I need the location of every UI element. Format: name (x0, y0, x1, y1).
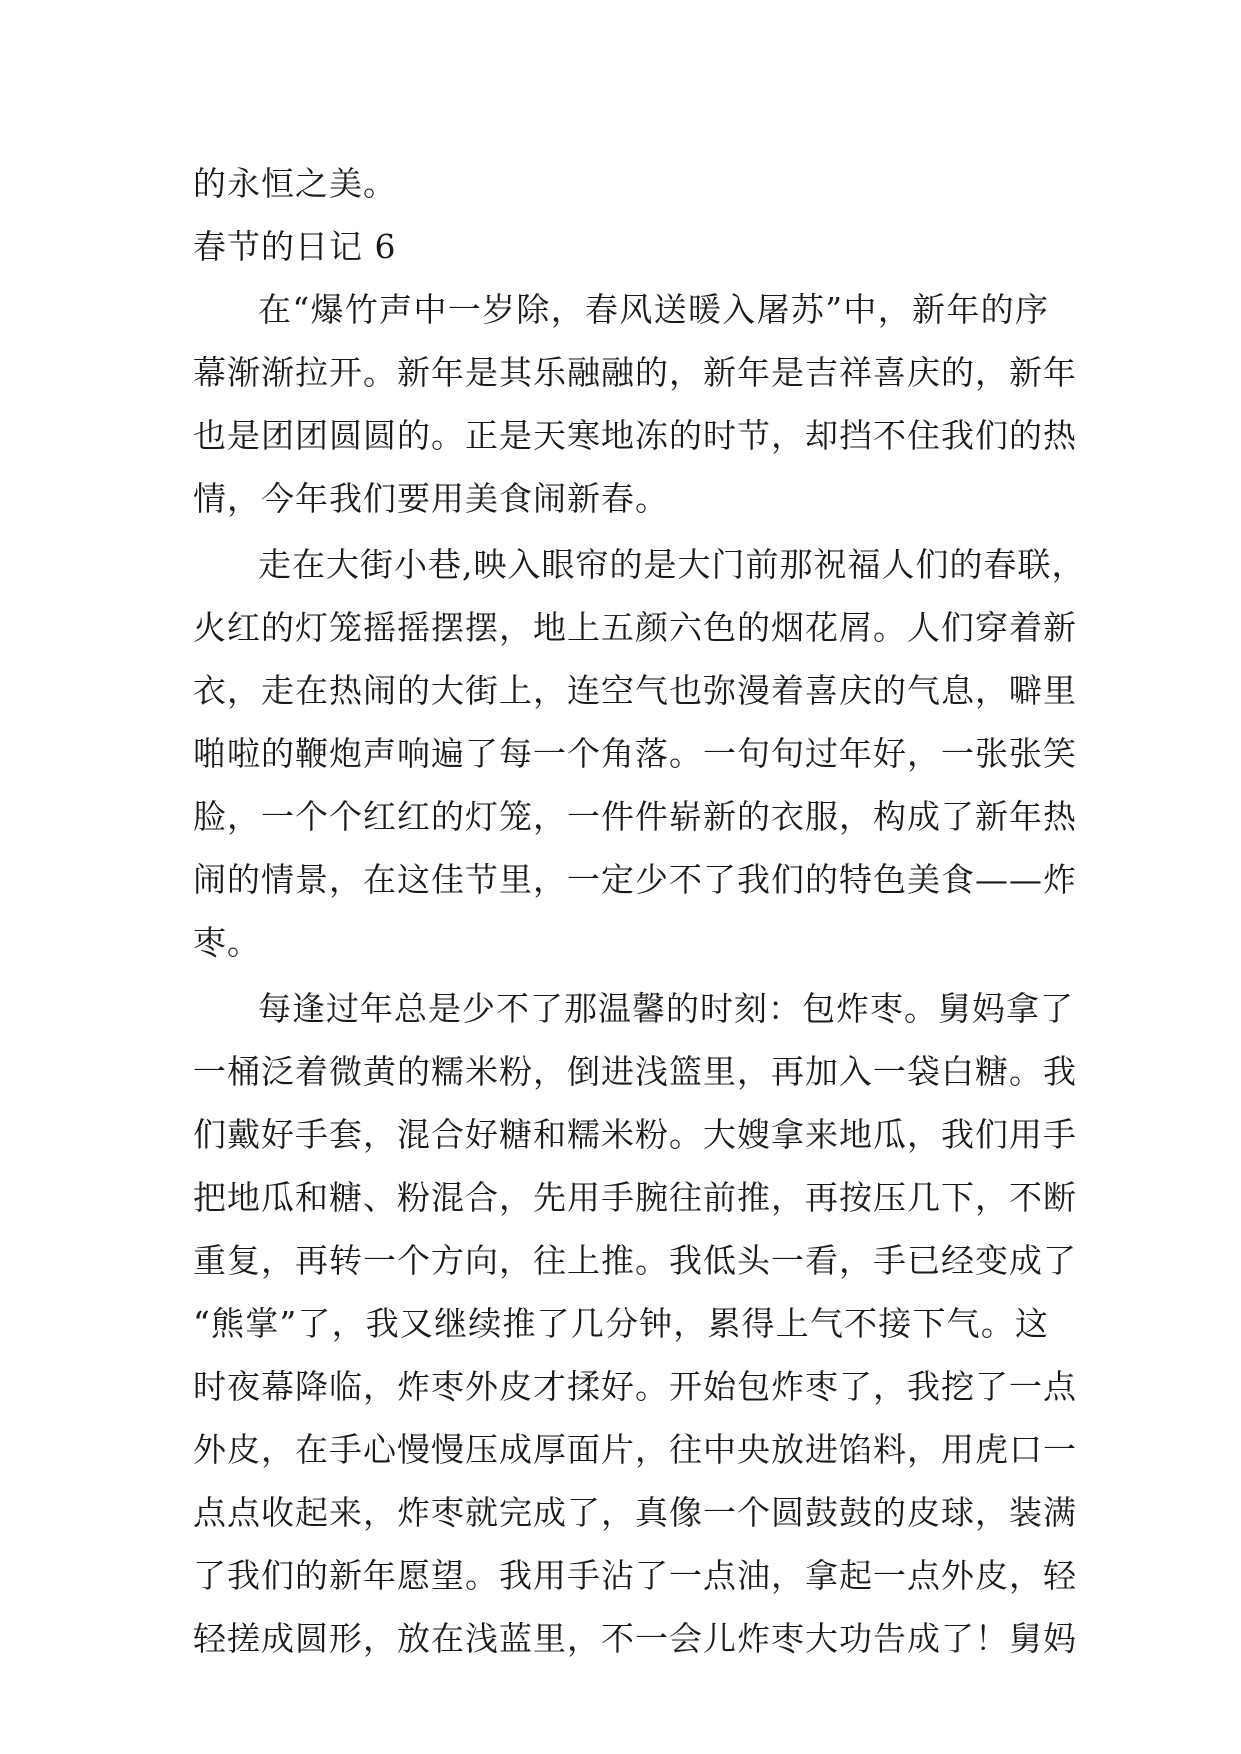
paragraph-3-line-6: “熊掌”了，我又继续推了几分钟，累得上气不接下气。这 (193, 1304, 1049, 1343)
paragraph-3-line-5: 重复，再转一个方向，往上推。我低头一看，手已经变成了 (193, 1241, 1077, 1280)
paragraph-3-line-9: 点点收起来，炸枣就完成了，真像一个圆鼓鼓的皮球，装满 (193, 1493, 1077, 1532)
paragraph-2-line-3: 衣，走在热闹的大街上，连空气也弥漫着喜庆的气息，噼里 (193, 671, 1077, 710)
paragraph-3-line-2: 一桶泛着微黄的糯米粉，倒进浅篮里，再加入一袋白糖。我 (193, 1052, 1077, 1091)
paragraph-1-line-2: 幕渐渐拉开。新年是其乐融融的，新年是吉祥喜庆的，新年 (193, 353, 1077, 392)
paragraph-2-line-5: 脸，一个个红红的灯笼，一件件崭新的衣服，构成了新年热 (193, 797, 1077, 836)
paragraph-3-line-8: 外皮，在手心慢慢压成厚面片，往中央放进馅料，用虎口一 (193, 1430, 1077, 1469)
paragraph-3-line-4: 把地瓜和糖、粉混合，先用手腕往前推，再按压几下，不断 (193, 1178, 1077, 1217)
paragraph-2-line-6: 闹的情景，在这佳节里，一定少不了我们的特色美食——炸 (193, 860, 1077, 899)
paragraph-3-line-1: 每逢过年总是少不了那温馨的时刻：包炸枣。舅妈拿了 (258, 989, 1074, 1028)
paragraph-1-line-1: 在“爆竹声中一岁除，春风送暖入屠苏”中，新年的序 (258, 290, 1049, 329)
paragraph-2-line-2: 火红的灯笼摇摇摆摆，地上五颜六色的烟花屑。人们穿着新 (193, 608, 1077, 647)
paragraph-1-line-3: 也是团团圆圆的。正是天寒地冻的时节，却挡不住我们的热 (193, 416, 1077, 455)
section-title: 春节的日记 6 (193, 227, 397, 266)
prev-section-ending: 的永恒之美。 (193, 164, 397, 203)
paragraph-2-line-4: 啪啦的鞭炮声响遍了每一个角落。一句句过年好，一张张笑 (193, 734, 1077, 773)
paragraph-1-line-4: 情，今年我们要用美食闹新春。 (193, 479, 669, 518)
paragraph-3-line-7: 时夜幕降临，炸枣外皮才揉好。开始包炸枣了，我挖了一点 (193, 1367, 1077, 1406)
paragraph-3-line-10: 了我们的新年愿望。我用手沾了一点油，拿起一点外皮，轻 (193, 1556, 1077, 1595)
paragraph-2-line-1: 走在大街小巷,映入眼帘的是大门前那祝福人们的春联， (258, 545, 1086, 584)
paragraph-3-line-11: 轻搓成圆形，放在浅蓝里，不一会儿炸枣大功告成了！舅妈 (193, 1619, 1077, 1658)
paragraph-2-line-7: 枣。 (193, 923, 261, 962)
paragraph-3-line-3: 们戴好手套，混合好糖和糯米粉。大嫂拿来地瓜，我们用手 (193, 1115, 1077, 1154)
